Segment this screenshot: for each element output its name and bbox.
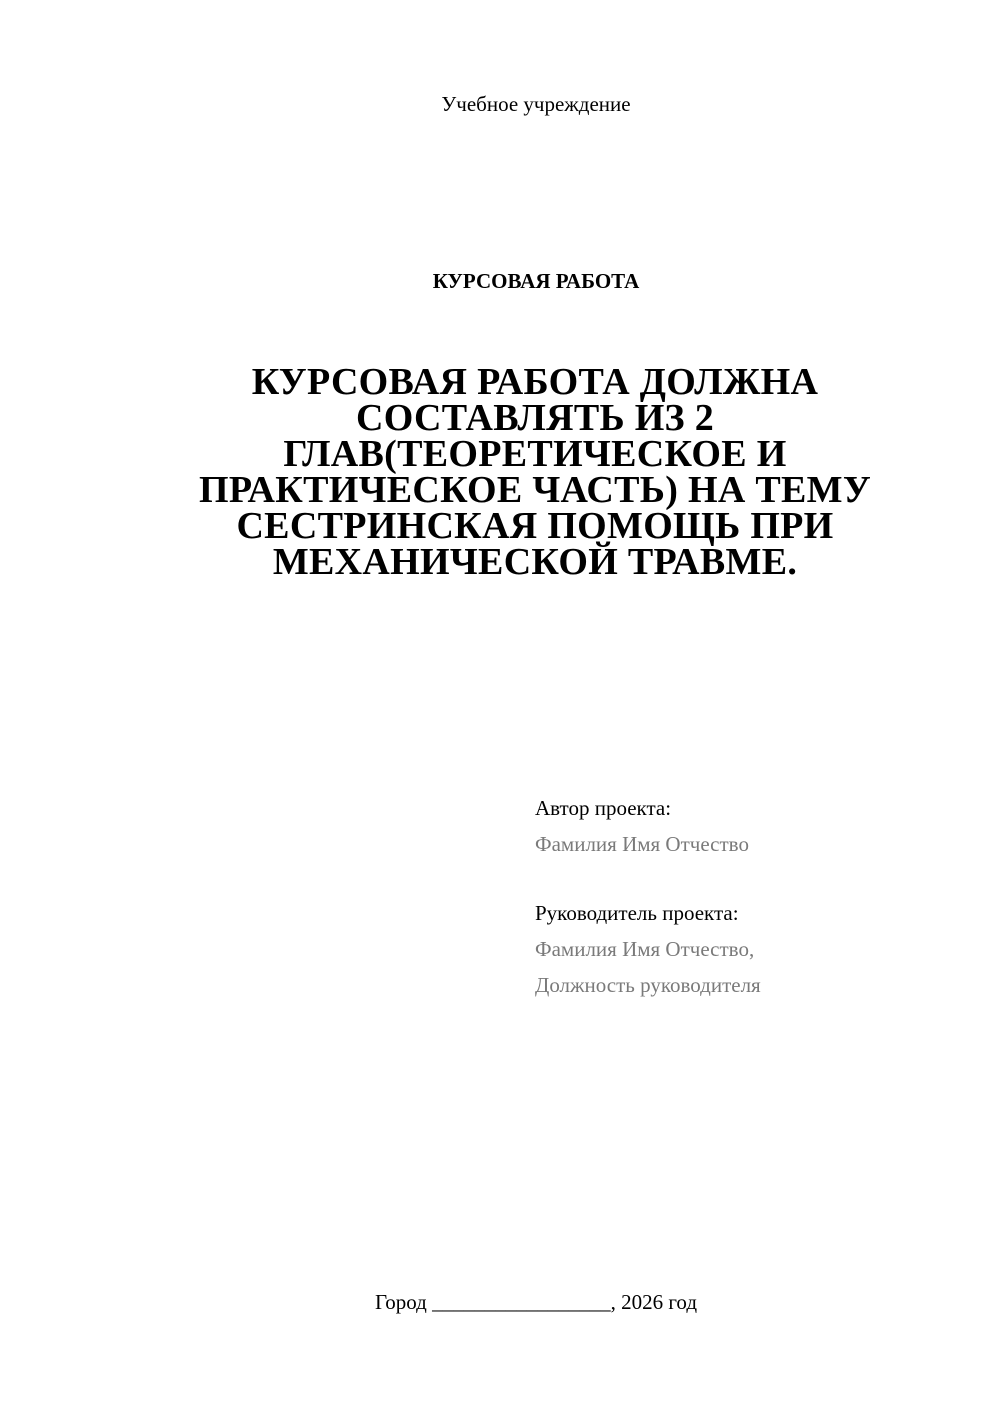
credits-block xyxy=(535,790,975,1003)
work-title-line: КУРСОВАЯ РАБОТА ДОЛЖНА xyxy=(251,361,819,403)
author-label: Автор проекта: xyxy=(535,796,672,820)
supervisor-position: Должность руководителя xyxy=(535,973,761,997)
work-title-line: МЕХАНИЧЕСКОЙ ТРАВМЕ. xyxy=(272,541,798,583)
work-title-line: СЕСТРИНСКАЯ ПОМОЩЬ ПРИ xyxy=(236,505,834,547)
work-title-line: СОСТАВЛЯТЬ ИЗ 2 xyxy=(355,397,715,439)
work-title-line: ПРАКТИЧЕСКОЕ ЧАСТЬ) НА ТЕМУ xyxy=(198,469,872,511)
supervisor-label: Руководитель проекта: xyxy=(535,901,739,925)
supervisor-name: Фамилия Имя Отчество, xyxy=(535,937,755,961)
work-title xyxy=(180,361,890,583)
spacer xyxy=(535,862,975,895)
institution-name: Учебное учреждение xyxy=(441,92,631,116)
city-year-line: Город _________________, 2026 год xyxy=(374,1290,698,1314)
work-type-heading: КУРСОВАЯ РАБОТА xyxy=(432,269,640,293)
work-title-line: ГЛАВ(ТЕОРЕТИЧЕСКОЕ И xyxy=(283,433,787,475)
author-name: Фамилия Имя Отчество xyxy=(535,832,749,856)
